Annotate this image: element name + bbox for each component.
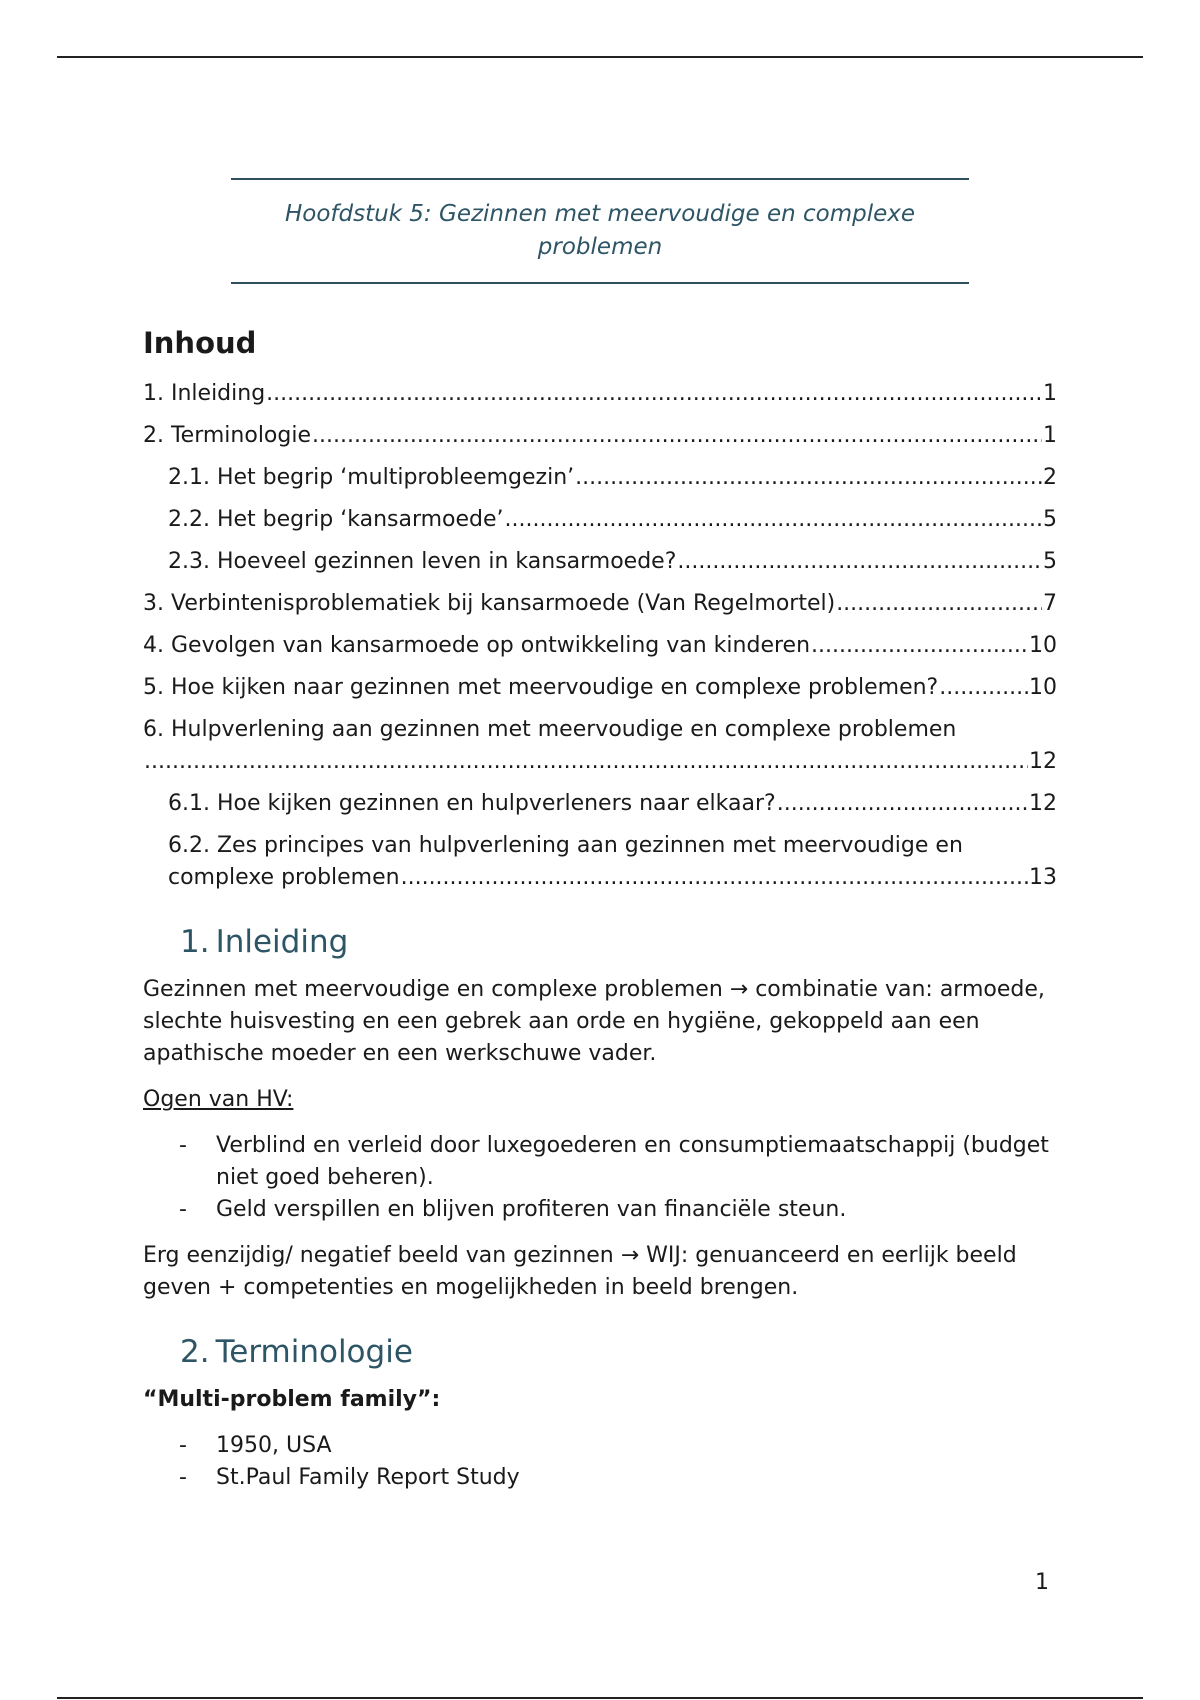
toc-entry-label: 2. Terminologie <box>143 423 312 448</box>
toc-entry-page: 5 <box>1043 549 1057 574</box>
toc-leader <box>312 420 1042 452</box>
toc-entry-label-line1: 6.2. Zes principes van hulpverlening aan gezinnen met meervoudige en <box>168 833 963 858</box>
toc-leader <box>836 588 1042 620</box>
section-number: 1. <box>180 924 210 960</box>
toc-entry-page: 2 <box>1043 465 1057 490</box>
toc-entry-page: 10 <box>1029 633 1057 658</box>
subheading-ogen-van-hv: Ogen van HV: <box>143 1087 294 1112</box>
list-item: - Verblind en verleid door luxegoederen en consumptiemaatschappij (budget niet goed beheren). <box>179 1130 1057 1194</box>
toc-entry-page: 13 <box>1029 865 1057 890</box>
section-heading-inleiding <box>180 920 1057 964</box>
toc-entry-label: 2.2. Het begrip ‘kansarmoede’ <box>168 507 504 532</box>
toc-entry-label: 4. Gevolgen van kansarmoede op ontwikkeling van kinderen <box>143 633 811 658</box>
list-item: - Geld verspillen en blijven profiteren van financiële steun. <box>179 1194 1057 1226</box>
toc-entry-label: 2.3. Hoeveel gezinnen leven in kansarmoede? <box>168 549 677 574</box>
toc-entry-label: 6.1. Hoe kijken gezinnen en hulpverleners naar elkaar? <box>168 791 776 816</box>
term-label: “Multi-problem family”: <box>143 1387 441 1412</box>
list-item: - 1950, USA <box>179 1430 1057 1462</box>
toc-leader <box>575 462 1042 494</box>
intro-paragraph: Gezinnen met meervoudige en complexe problemen → combinatie van: armoede, slechte huisvesting en een gebrek aan orde en hygiëne, gekoppeld aan een apathische moeder en een werkschuwe vader. <box>143 977 1045 1066</box>
toc-entry-page: 12 <box>1029 749 1057 774</box>
toc-entry-1[interactable] <box>143 378 1057 410</box>
section-title: Terminologie <box>215 1334 413 1370</box>
toc-entry-label: 3. Verbintenisproblematiek bij kansarmoede (Van Regelmortel) <box>143 591 836 616</box>
hv-view-list <box>143 1130 1057 1226</box>
toc-entry-4[interactable] <box>143 630 1057 662</box>
toc-entry-3[interactable] <box>143 588 1057 620</box>
toc-leader <box>266 378 1042 410</box>
page-number: 1 <box>1035 1570 1049 1595</box>
toc-entry-label: 6. Hulpverlening aan gezinnen met meervoudige en complexe problemen <box>143 717 957 742</box>
toc-leader <box>811 630 1028 662</box>
toc-entry-label: 2.1. Het begrip ‘multiprobleemgezin’ <box>168 465 575 490</box>
toc-leader <box>939 672 1028 704</box>
toc-leader <box>401 862 1028 894</box>
chapter-title-line1: Hoofdstuk 5: Gezinnen met meervoudige en complexe <box>284 201 916 227</box>
toc-entry-5[interactable] <box>143 672 1057 704</box>
chapter-title-box <box>231 178 969 284</box>
toc-leader <box>677 546 1042 578</box>
toc-entry-6-1[interactable] <box>143 788 1057 820</box>
section-number: 2. <box>180 1334 210 1370</box>
toc-leader <box>505 504 1042 536</box>
toc-entry-page: 7 <box>1043 591 1057 616</box>
toc-entry-2-1[interactable] <box>143 462 1057 494</box>
toc-entry-2-2[interactable] <box>143 504 1057 536</box>
term-list <box>143 1430 1057 1494</box>
toc-entry-label-line2: complexe problemen <box>168 865 400 890</box>
toc-entry-label: 5. Hoe kijken naar gezinnen met meervoudige en complexe problemen? <box>143 675 939 700</box>
toc-entry-6[interactable] <box>143 714 1057 778</box>
toc-leader <box>144 746 1028 778</box>
section-heading-terminologie <box>180 1330 1057 1374</box>
toc-entry-page: 12 <box>1029 791 1057 816</box>
top-rule <box>57 56 1143 58</box>
toc-entry-2[interactable] <box>143 420 1057 452</box>
bottom-rule <box>57 1697 1143 1699</box>
toc-entry-2-3[interactable] <box>143 546 1057 578</box>
toc-entry-page: 1 <box>1043 423 1057 448</box>
toc-heading: Inhoud <box>143 326 257 360</box>
document-body <box>143 320 1057 1508</box>
conclusion-paragraph: Erg eenzijdig/ negatief beeld van gezinnen → WIJ: genuanceerd en eerlijk beeld geven + competenties en mogelijkheden in beeld brengen. <box>143 1243 1017 1300</box>
toc-entry-6-2[interactable] <box>143 830 1057 894</box>
toc-entry-page: 5 <box>1043 507 1057 532</box>
section-title: Inleiding <box>215 924 349 960</box>
list-item: - St.Paul Family Report Study <box>179 1462 1057 1494</box>
toc-entry-page: 10 <box>1029 675 1057 700</box>
chapter-title-line2: problemen <box>537 234 663 260</box>
toc-entry-label: 1. Inleiding <box>143 381 266 406</box>
toc-leader <box>777 788 1028 820</box>
toc-entry-page: 1 <box>1043 381 1057 406</box>
